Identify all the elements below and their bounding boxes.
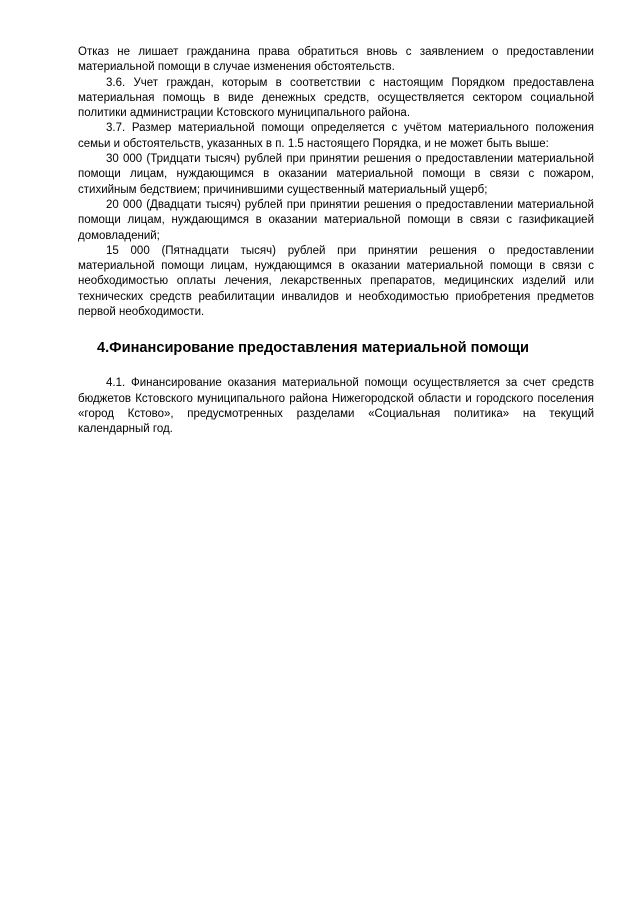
section-4-heading: 4.Финансирование предоставления материальной помощи	[97, 340, 529, 357]
paragraph-amount-30000: 30 000 (Тридцати тысяч) рублей при принятии решения о предоставлении материальной помощи лицам, нуждающимся в оказании материальной помощи в связи с пожаром, стихийным бедствием; причинившими существенный материальный ущерб;	[78, 153, 594, 196]
paragraph-refusal: Отказ не лишает гражданина права обратиться вновь с заявлением о предоставлении материальной помощи в случае изменения обстоятельств.	[78, 46, 594, 74]
paragraph-amount-15000: 15 000 (Пятнадцати тысяч) рублей при принятии решения о предоставлении материальной помощи лицам, нуждающимся в оказании материальной помощи в связи с необходимостью оплаты лечения, лекарственных препаратов, медицинских изделий или технических средств реабилитации инвалидов и необходимостью приобретения предметов первой необходимости.	[78, 244, 594, 319]
paragraph-3-6: 3.6. Учет граждан, которым в соответствии с настоящим Порядком предоставлена материальная помощь в виде денежных средств, осуществляется сектором социальной политики администрации Кстовского муниципального района.	[78, 76, 594, 120]
paragraph-4-1: 4.1. Финансирование оказания материальной помощи осуществляется за счет средств бюджетов Кстовского муниципального района Нижегородской области и городского поселения «город Кстово», предусмотренных разделами «Социальная политика» на текущий календарный год.	[78, 377, 594, 436]
section-4-body	[78, 376, 594, 437]
paragraph-amount-20000: 20 000 (Двадцати тысяч) рублей при принятии решения о предоставлении материальной помощи лицам, нуждающимся в оказании материальной помощи в связи с газификацией домовладений;	[78, 198, 594, 242]
paragraph-3-7: 3.7. Размер материальной помощи определяется с учётом материального положения семьи и обстоятельств, указанных в п. 1.5 настоящего Порядка, и не может быть выше:	[78, 122, 594, 150]
